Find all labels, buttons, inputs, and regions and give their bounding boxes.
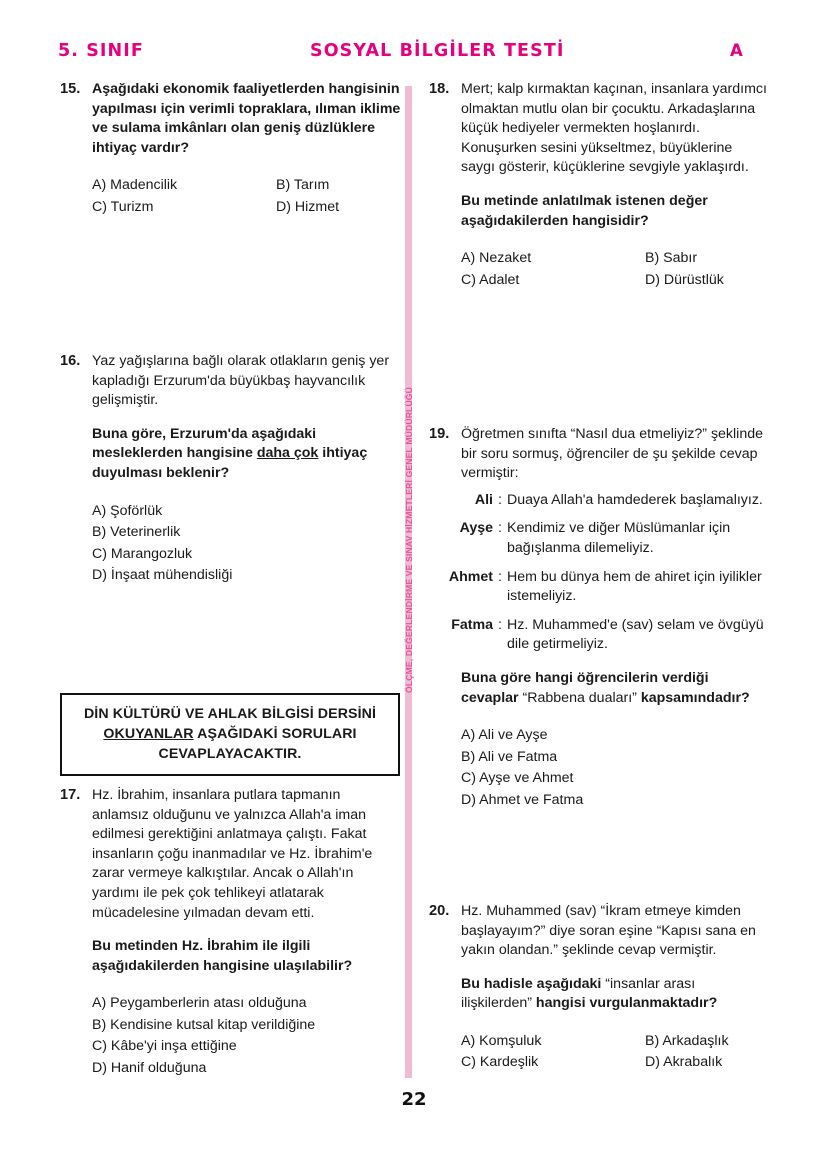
question-17-ask: Bu metinden Hz. İbrahim ile ilgili aşağıdakilerden hangisine ulaşılabilir? — [92, 938, 353, 974]
option-a[interactable]: A) Komşuluk — [461, 1032, 542, 1049]
ask-part-1: Bu hadisle aşağıdaki — [461, 975, 606, 992]
option-d[interactable]: D) Akrabalık — [645, 1054, 723, 1071]
ask-part-2: ihtiyaç duyulması beklenir? — [92, 445, 368, 481]
speaker-name: Ahmet — [448, 568, 493, 585]
option-d[interactable]: D) Hanif olduğuna — [92, 1059, 207, 1076]
question-20-number: 20. — [429, 903, 450, 919]
option-b[interactable]: B) Sabır — [645, 250, 698, 267]
question-18-ask: Bu metinde anlatılmak istenen değer aşağıdakilerden hangisidir? — [461, 192, 708, 229]
question-16 — [58, 352, 401, 587]
option-a[interactable]: A) Ali ve Ayşe — [461, 727, 548, 744]
notice-box — [60, 693, 400, 776]
option-d[interactable]: D) Dürüstlük — [645, 271, 724, 288]
speaker-colon: : — [498, 520, 502, 537]
question-15-stem: Aşağıdaki ekonomik faaliyetlerden hangisinin yapılması için verimli topraklara, ılıman iklime ve sulama imkânları olan geniş düzlüklere ihtiyaç vardır? — [92, 81, 401, 156]
question-17 — [58, 786, 401, 1079]
option-c[interactable]: C) Adalet — [461, 271, 520, 288]
dialogue-row — [427, 491, 770, 511]
vertical-watermark-text: ÖLÇME, DEĞERLENDİRME VE SINAV HİZMETLERİ GENEL MÜDÜRLÜĞÜ — [403, 386, 414, 694]
option-b[interactable]: B) Tarım — [276, 177, 330, 194]
question-20 — [427, 902, 770, 1074]
ask-quoted: “Rabbena duaları” — [522, 689, 637, 706]
speaker-colon: : — [498, 616, 502, 633]
ask-part-2: hangisi vurgulanmaktadır? — [531, 995, 718, 1012]
option-b[interactable]: B) Veterinerlik — [92, 524, 181, 541]
option-c[interactable]: C) Ayşe ve Ahmet — [461, 770, 574, 787]
option-c[interactable]: C) Turizm — [92, 198, 154, 215]
speaker-text: Hz. Muhammed'e (sav) selam ve övgüyü dile getirmeliyiz. — [507, 616, 764, 653]
question-15-options — [92, 175, 401, 218]
ask-quoted: “insanlar arası ilişkilerden” — [461, 975, 696, 1012]
question-16-number: 16. — [60, 353, 81, 369]
ask-underlined: daha çok — [256, 445, 319, 462]
option-a[interactable]: A) Madencilik — [92, 177, 178, 194]
option-d[interactable]: D) Ahmet ve Fatma — [461, 791, 584, 808]
speaker-text: Hem bu dünya hem de ahiret için iyilikler istemeliyiz. — [507, 568, 762, 605]
question-19-ask — [461, 669, 770, 708]
option-a[interactable]: A) Nezaket — [461, 250, 532, 267]
question-18-number: 18. — [429, 81, 450, 97]
question-18-stem: Mert; kalp kırmaktan kaçınan, insanlara yardımcı olmaktan mutlu olan bir çocuktu. Arkadaşlarına küçük hediyeler vermekten hoşlanırdı. Konuşurken sesini yükseltmez, büyüklerine saygı gösterir, küçüklerine sevgiyle yaklaşırdı. — [461, 81, 767, 176]
notice-underlined-word: OKUYANLAR — [103, 726, 194, 742]
dialogue-row — [427, 519, 770, 558]
ask-part-2: kapsamındadır? — [636, 689, 750, 706]
question-19-stem: Öğretmen sınıfta “Nasıl dua etmeliyiz?” şeklinde bir soru sormuş, öğrenciler de şu şekilde cevap vermiştir: — [461, 426, 764, 482]
question-19 — [427, 425, 770, 811]
ask-part-1: Buna göre, Erzurum'da aşağıdaki mesleklerden hangisine — [92, 425, 317, 462]
option-d[interactable]: D) İnşaat mühendisliği — [92, 567, 233, 584]
header-grade: 5. SINIF — [58, 41, 144, 61]
question-17-stem: Hz. İbrahim, insanlara putlara tapmanın anlamsız olduğunu ve yalnızca Allah'a iman edilmesi gerektiğini anlatmaya çalıştı. Fakat insanların çoğu inanmadılar ve Hz. İbrahim'e zarar vermeye kalkıştılar. Ancak o Allah'ın yardımı ile pek çok tehlikeyi atlatarak mücadelesine yılmadan devam etti. — [92, 787, 373, 921]
option-b[interactable]: B) Arkadaşlık — [645, 1032, 729, 1049]
option-c[interactable]: C) Kâbe'yi inşa ettiğine — [92, 1038, 237, 1055]
notice-line-2-rest: AŞAĞIDAKİ SORULARI — [193, 726, 357, 742]
question-20-ask — [461, 975, 770, 1014]
question-17-options — [92, 993, 401, 1079]
question-20-options — [461, 1031, 770, 1074]
notice-line-1: DİN KÜLTÜRÜ VE AHLAK BİLGİSİ DERSİNİ — [83, 706, 377, 722]
ask-part-1: Buna göre hangi öğrencilerin verdiği cevaplar — [461, 669, 709, 706]
exam-header — [58, 41, 770, 67]
question-19-number: 19. — [429, 426, 450, 442]
speaker-name: Ayşe — [459, 520, 493, 537]
question-16-stem: Yaz yağışlarına bağlı olarak otlakların geniş yer kapladığı Erzurum'da büyükbaş hayvancılık gelişmiştir. — [92, 353, 390, 409]
dialogue-row — [427, 616, 770, 655]
religion-course-notice — [60, 693, 403, 776]
question-20-stem: Hz. Muhammed (sav) “İkram etmeye kimden başlayayım?” diye soran eşine “Kapısı sana en yakın olandan.” şeklinde cevap vermiştir. — [461, 903, 756, 959]
question-16-ask — [92, 425, 401, 484]
speaker-colon: : — [498, 491, 502, 508]
dialogue-row — [427, 568, 770, 607]
question-18 — [427, 80, 770, 291]
notice-line-3: CEVAPLAYACAKTIR. — [158, 746, 302, 762]
option-c[interactable]: C) Kardeşlik — [461, 1054, 539, 1071]
question-19-options — [461, 725, 770, 811]
header-test-title: SOSYAL BİLGİLER TESTİ — [310, 41, 565, 61]
question-17-number: 17. — [60, 787, 81, 803]
question-15 — [58, 80, 401, 218]
option-a[interactable]: A) Şoförlük — [92, 502, 163, 519]
column-divider — [405, 86, 412, 1078]
option-b[interactable]: B) Ali ve Fatma — [461, 748, 558, 765]
speaker-name: Fatma — [451, 616, 493, 633]
option-a[interactable]: A) Peygamberlerin atası olduğuna — [92, 995, 307, 1012]
question-15-number: 15. — [60, 81, 81, 97]
notice-line-2 — [68, 724, 392, 744]
header-booklet-letter: A — [730, 41, 744, 60]
option-b[interactable]: B) Kendisine kutsal kitap verildiğine — [92, 1016, 316, 1033]
option-c[interactable]: C) Marangozluk — [92, 545, 193, 562]
option-d[interactable]: D) Hizmet — [276, 198, 340, 215]
question-19-dialogue — [427, 491, 770, 655]
page-number: 22 — [401, 1089, 427, 1110]
speaker-text: Duaya Allah'a hamdederek başlamalıyız. — [507, 491, 763, 508]
question-18-options — [461, 248, 770, 291]
question-16-options — [92, 501, 401, 587]
speaker-text: Kendimiz ve diğer Müslümanlar için bağışlanma dilemeliyiz. — [507, 520, 731, 556]
speaker-colon: : — [498, 568, 502, 585]
speaker-name: Ali — [474, 491, 493, 508]
